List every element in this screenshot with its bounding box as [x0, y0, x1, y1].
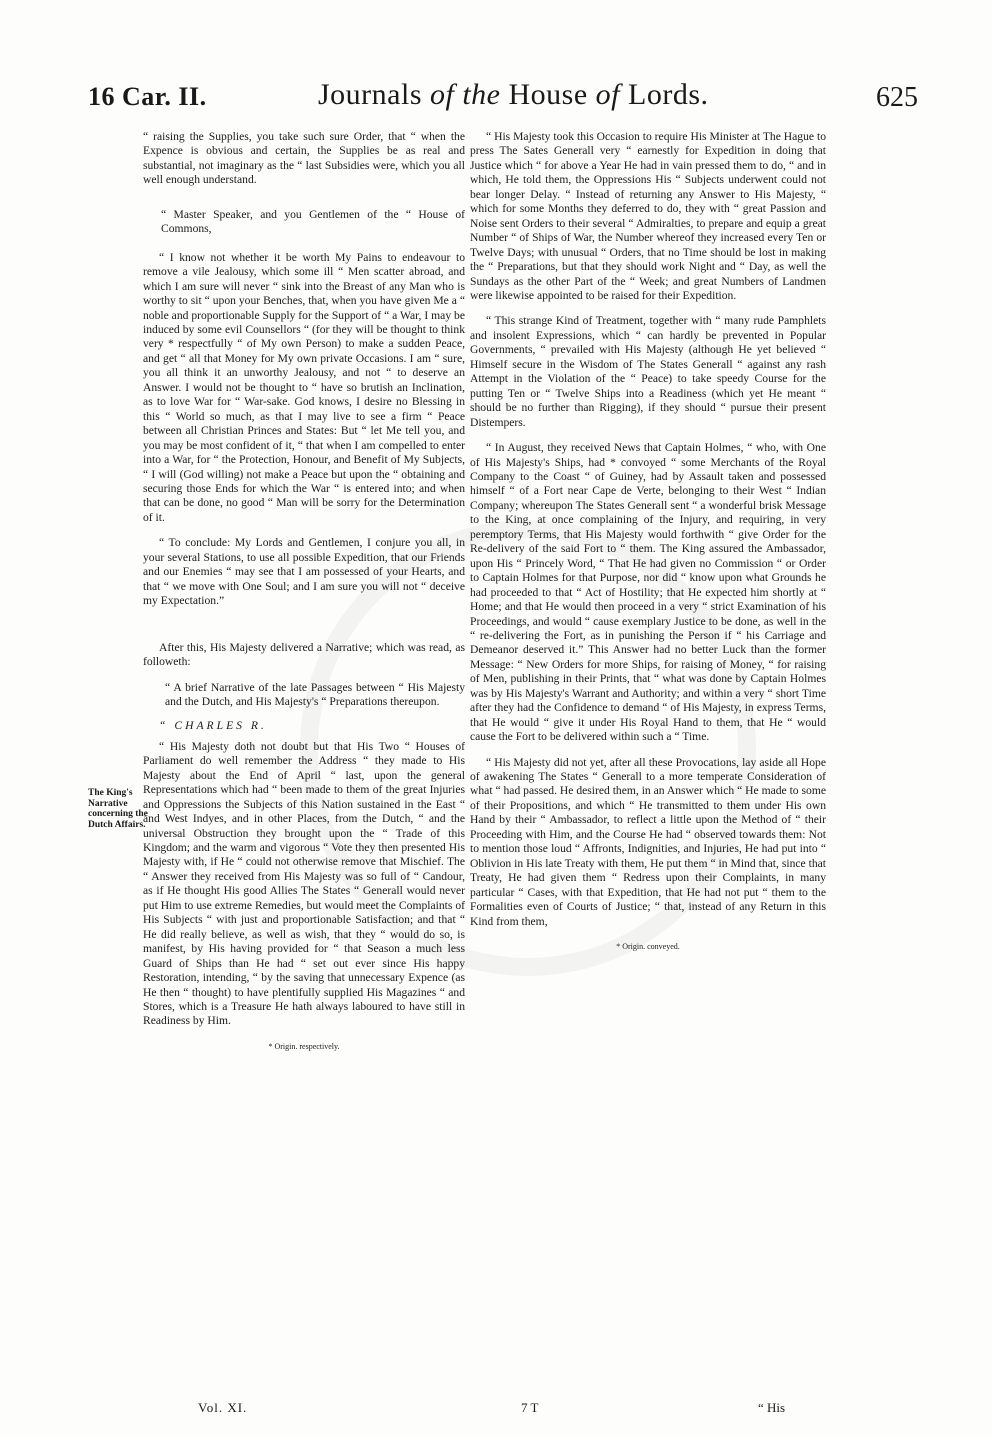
- journal-title: [318, 78, 709, 112]
- paragraph: “ To conclude: My Lords and Gentlemen, I conjure you all, in your several Stations, to use all possible Expedition, that our Friends and our Enemies “ may see that I am possessed of your Hearts, and that “ we move with One Soul; and I am sure you will not “ deceive my Expectation.”: [143, 536, 465, 608]
- left-column: [143, 130, 465, 1054]
- title-journals: Journals: [318, 78, 422, 111]
- paragraph: “ raising the Supplies, you take such sure Order, that “ when the Expence is obvious and certain, the Supplies be as real and substantial, not imaginary as the “ last Subsidies were, which you all well enough understand.: [143, 130, 465, 187]
- running-header: [88, 72, 918, 120]
- title-house: House: [508, 78, 588, 111]
- royal-signature: “ CHARLES R.: [159, 719, 267, 733]
- page-number: 625: [876, 82, 918, 113]
- paragraph: “ His Majesty did not yet, after all these Provocations, lay aside all Hope of awakening The States “ Generall to a more temperate Consideration of what “ had passed. He desired them, in an Answer which “ He made to some of their Propositions, and which “ He transmitted to them under His own Hand by their “ Ambassador, to reflect a little upon the Method of “ their Proceeding with Him, and the Course He had “ observed towards them: Not to mention those loud “ Affronts, Indignities, and Injuries, He had put into “ Oblivion in His late Treaty with them, He put them “ in Mind that, since that Treaty, He had given them “ Redress upon their Complaints, in many particular “ Cases, with that Expedition, that He had not put “ them to the Formalities even of Courts of Justice; “ that, instead of any Return in this Kind from them,: [470, 755, 826, 928]
- paragraph: “ His Majesty doth not doubt but that His Two “ Houses of Parliament do well remember the Address “ they made to His Majesty about the End of April “ last, upon the general Representations which had “ been made to them of the great Injuries and Oppressions the Subjects of this Nation sustained in the East “ and West Indyes, and in other Places, from the Dutch, “ and the universal Obstruction they brought upon the “ Trade of this Kingdom; and the warm and vigorous “ Vote they then presented His Majesty with, if He “ could not otherwise remove that Mischief. The “ Answer they received from His Majesty was so full of “ Candour, as if He thought His good Allies The States “ Generall would never put Him to use extreme Remedies, but would meet the Complaints of His Subjects “ with just and proportionable Satisfaction; and that “ He did really believe, as well as wish, that they “ would do so, is manifest, by His having provided for “ that Season a much less Guard of Ships than He had “ set out ever since His happy Restoration, intending, “ by the saving that unnecessary Expence (as He then “ thought) to have plentifully supplied His Magazines “ and Stores, which is a Treasure He hath always laboured to have still in Readiness by Him.: [143, 739, 465, 1028]
- right-column: [470, 130, 826, 954]
- printer-signature-mark: 7 T: [521, 1400, 539, 1415]
- paragraph: “ In August, they received News that Captain Holmes, “ who, with One of His Majesty's Ships, had * convoyed “ some Merchants of the Royal Company to the Coast “ of Guiney, had by Assault taken and possessed himself “ of a Fort near Cape de Verte, belonging to their West “ Indian Company; whereupon The States Generall sent “ a wonderful brisk Message to the King, at once complaining of the Injury, and requiring, in very peremptory Terms, that His Majesty would forthwith “ give Order for the Re-delivery of the said Fort to “ them. The King assured the Ambassador, upon His “ Princely Word, “ That He had given no Commission “ or Order to Captain Holmes for that Purpose, nor did “ know upon what Grounds he had proceeded to that “ Act of Hostility; that He expected him shortly at “ Home; and that He would then proceed in a very “ strict Examination of his Proceedings, and would “ cause exemplary Justice to be done, as well in the “ re-delivering the Fort, as in punishing the Person if “ his Carriage and Demeanor deserved it.” This Answer had no better Luck than the former Message: “ New Orders for more Ships, for raising of Money, “ for raising of Men, publishing in their Prints, that “ what was done by Captain Holmes was by His Majesty's Warrant and Authority; and within a very “ short Time after they had the Confidence to demand “ of His Majesty, in express Terms, that He would “ give it under His Royal Hand to them, that He “ would cause the Fort to be delivered within such a “ Time.: [470, 441, 826, 744]
- paragraph: After this, His Majesty delivered a Narrative; which was read, as followeth:: [143, 640, 465, 669]
- margin-note: The King's Narrative concerning the Dutch Affairs.: [88, 788, 148, 830]
- paragraph: “ I know not whether it be worth My Pains to endeavour to remove a vile Jealousy, which some ill “ Men scatter abroad, and which I am sure will never “ sink into the Breast of any Man who is worthy to sit “ upon your Benches, that, when you have given Me a “ noble and proportionable Supply for the Support of “ a War, I may be induced by some evil Counsellors “ (for they will be thought to think very * respectfully “ of My own Person) to make a sudden Peace, and get “ all that Money for My own private Occasions. I am “ sure, you all think it an unworthy Jealousy, and not “ to deserve an Answer. I would not be thought to “ have so brutish an Inclination, as to love War for “ War-sake. God knows, I desire no Blessing in this “ World so much, as that I may live to see a firm “ Peace between all Christian Princes and States: But “ let Me tell you, and you may be most confident of it, “ that when I am compelled to enter into a War, for “ the Protection, Honour, and Benefit of My Subjects, “ I will (God willing) not make a Peace but upon the “ obtaining and securing those Ends for which the War “ is entered into; and when that can be done, no good “ Man will be sorry for the Determination of it.: [143, 250, 465, 524]
- catchword: “ His: [758, 1400, 786, 1415]
- title-lords: Lords.: [628, 78, 709, 111]
- salutation: “ Master Speaker, and you Gentlemen of the “ House of Commons,: [161, 207, 465, 236]
- title-of: of: [430, 78, 455, 111]
- page-footer: [0, 1400, 992, 1430]
- paragraph: “ His Majesty took this Occasion to require His Minister at The Hague to press The Sates Generall very “ earnestly for Expedition in doing that Justice which “ for above a Year He had in vain pressed them to do, “ and in which, He told them, the Oppressions His “ Subjects underwent could not bear longer Delay. “ Instead of returning any Answer to His Majesty, “ which for some Months they deferred to do, they with “ great Passion and Noise sent Orders to their several “ Admiralties, to prepare and equip a great Number “ of Ships of War, the Number whereof they increased every Ten or Twelve Days; with unusual “ Orders, that no Time should be lost in making the “ Preparations, but that they should work Night and “ Day, as well the Sundays as the other Part of the “ Week; and great Numbers of Landmen were likewise appointed to be raised for their Expedition.: [470, 130, 826, 302]
- footnote: * Origin. respectively.: [268, 1041, 340, 1051]
- regnal-year: 16 Car. II.: [88, 82, 207, 111]
- paragraph: “ This strange Kind of Treatment, together with “ many rude Pamphlets and insolent Expressions, which “ can hardly be prevented in Popular Governments, “ prevailed with His Majesty (although He yet believed “ Himself secure in the Wisdom of The States Generall “ against any rash Attempt in the Violation of the “ Peace) to take speedy Course for the putting Ten or “ Twelve Ships into a Readiness (which yet He meant “ should be no further than Rigging), if they should “ pursue their present Distempers.: [470, 314, 826, 429]
- narrative-title: “ A brief Narrative of the late Passages between “ His Majesty and the Dutch, and His Majesty's “ Preparations thereupon.: [165, 680, 465, 708]
- title-of-2: of: [595, 78, 620, 111]
- footnote: * Origin. conveyed.: [616, 942, 680, 952]
- title-the: the: [462, 78, 501, 111]
- volume-number: Vol. XI.: [198, 1400, 248, 1415]
